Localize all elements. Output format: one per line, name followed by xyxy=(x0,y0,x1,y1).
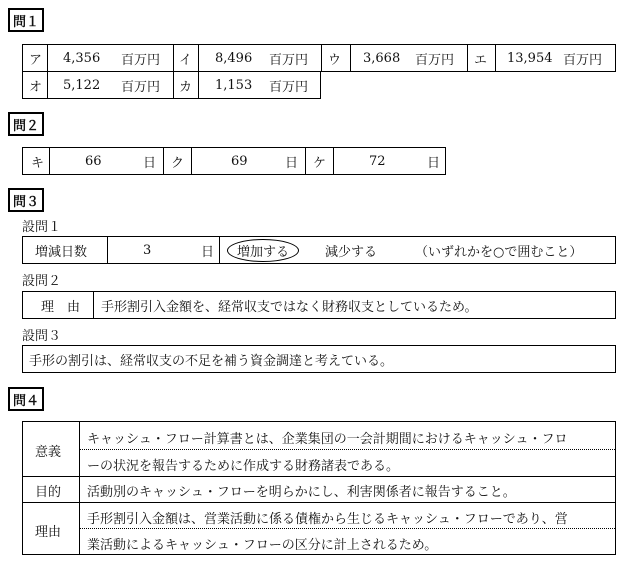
q2-value-ke: 72 xyxy=(369,153,386,169)
q1-value-u: 3,668 xyxy=(363,50,401,66)
q3-sub2-row xyxy=(22,291,616,319)
q1-key-o: オ xyxy=(29,79,43,95)
q3-sub1-row xyxy=(22,236,616,264)
q1-value-e: 13,954 xyxy=(507,50,553,66)
q2-value-ku: 69 xyxy=(231,153,248,169)
q1-header: 問１ xyxy=(8,8,44,32)
q4-significance-line2: ーの状況を報告するために作成する財務諸表である。 xyxy=(87,459,400,474)
q1-unit-u: 百万円 xyxy=(415,52,455,68)
q3-sub1-increase xyxy=(227,237,299,263)
q2-key-ke: ケ xyxy=(313,155,327,171)
q1-unit-ka: 百万円 xyxy=(269,79,309,95)
q3-sub2-text: 手形割引入金額を、経常収支ではなく財務収支としているため。 xyxy=(101,299,478,315)
q1-key-e: エ xyxy=(474,52,488,68)
q4-significance-line1: キャッシュ・フロー計算書とは、企業集団の一会計期間におけるキャッシュ・フロ xyxy=(87,432,568,447)
q4-key-significance: 意義 xyxy=(35,445,62,460)
q4-reason-line1: 手形割引入金額は、営業活動に係る債権から生じるキャッシュ・フローであり、営 xyxy=(87,512,568,527)
q3-sub3-row xyxy=(22,345,616,373)
q1-value-o: 5,122 xyxy=(63,77,101,93)
q3-sub1-decrease: 減少する xyxy=(325,244,378,260)
q3-sub1-unit: 日 xyxy=(201,244,215,260)
q1-row2 xyxy=(22,71,321,99)
q1-unit-a: 百万円 xyxy=(121,52,161,68)
q3-header: 問３ xyxy=(8,188,44,212)
q2-value-ki: 66 xyxy=(85,153,102,169)
q1-key-u: ウ xyxy=(328,52,342,68)
q2-row xyxy=(22,147,446,175)
q3-sub1-label: 設問１ xyxy=(22,220,62,235)
q2-unit-ke: 日 xyxy=(427,155,441,171)
q3-sub1-note: （いずれかを○で囲むこと） xyxy=(415,244,583,260)
q3-sub1-name: 増減日数 xyxy=(35,244,88,260)
q4-table xyxy=(22,421,616,555)
q1-key-i: イ xyxy=(179,52,193,68)
q4-header: 問４ xyxy=(8,387,44,411)
q1-unit-i: 百万円 xyxy=(269,52,309,68)
q3-sub2-key: 理 由 xyxy=(41,299,81,315)
q1-key-ka: カ xyxy=(179,79,193,95)
q1-value-ka: 1,153 xyxy=(215,77,253,93)
q4-reason-line2: 業活動によるキャッシュ・フローの区分に計上されるため。 xyxy=(87,538,438,553)
q2-header: 問２ xyxy=(8,112,44,136)
q1-row1 xyxy=(22,44,616,72)
q1-value-a: 4,356 xyxy=(63,50,101,66)
q3-sub1-increase-circle: 増加する xyxy=(227,239,299,262)
q4-key-reason: 理由 xyxy=(35,525,62,540)
q1-value-i: 8,496 xyxy=(215,50,253,66)
q3-sub3-text: 手形の割引は、経常収支の不足を補う資金調達と考えている。 xyxy=(29,353,394,369)
q3-sub3-label: 設問３ xyxy=(22,329,62,344)
q2-unit-ku: 日 xyxy=(285,155,299,171)
q1-unit-e: 百万円 xyxy=(563,52,603,68)
q2-key-ki: キ xyxy=(31,155,45,171)
q1-key-a: ア xyxy=(29,52,43,68)
q4-key-purpose: 目的 xyxy=(35,485,62,500)
q1-unit-o: 百万円 xyxy=(121,79,161,95)
q2-key-ku: ク xyxy=(171,155,185,171)
q3-sub2-label: 設問２ xyxy=(22,274,62,289)
q3-sub1-value: 3 xyxy=(143,242,152,258)
q4-purpose-line1: 活動別のキャッシュ・フローを明らかにし、利害関係者に報告すること。 xyxy=(87,485,516,500)
q2-unit-ki: 日 xyxy=(143,155,157,171)
